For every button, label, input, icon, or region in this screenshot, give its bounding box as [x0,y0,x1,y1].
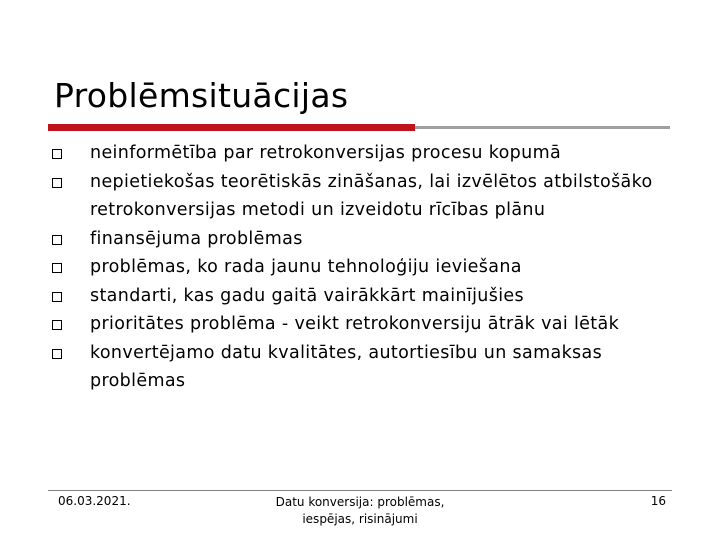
bullet-item [52,225,672,254]
bullet-text: nepietiekošas teorētiskās zināšanas, lai izvēlētos atbilstošāko retrokonversijas metodi un izveidotu rīcības plānu [90,171,653,220]
bullet-text: neinformētība par retrokonversijas procesu kopumā [90,143,562,163]
bullet-list [52,139,672,396]
bullet-item [52,139,672,168]
bullet-text: standarti, kas gadu gaitā vairākkārt mainījušies [90,285,525,306]
bullet-item [52,310,672,339]
square-bullet-icon [52,320,62,330]
footer-date: 06.03.2021. [58,494,131,508]
square-bullet-icon [52,349,62,359]
footer-title: Datu konversija: problēmas, iespējas, risinājumi [275,495,445,526]
bullet-text: konvertējamo datu kvalitātes, autortiesību un samaksas problēmas [90,342,603,391]
bullet-item [52,282,672,311]
bullet-item [52,253,672,282]
bullet-text: finansējuma problēmas [90,228,303,249]
square-bullet-icon [52,235,62,245]
title-underline-accent [48,124,415,131]
bullet-text: problēmas, ko rada jaunu tehnoloģiju ieviešana [90,257,522,277]
page-number: 16 [650,494,666,508]
slide-title: Problēmsituācijas [54,76,349,115]
bullet-item [52,339,672,396]
square-bullet-icon [52,292,62,302]
bullet-item [52,168,672,225]
bullet-text: prioritātes problēma - veikt retrokonversiju ātrāk vai lētāk [90,314,620,334]
square-bullet-icon [52,178,62,188]
square-bullet-icon [52,263,62,273]
title-underline-rule [415,126,670,129]
footer-divider [48,490,672,491]
square-bullet-icon [52,149,62,159]
